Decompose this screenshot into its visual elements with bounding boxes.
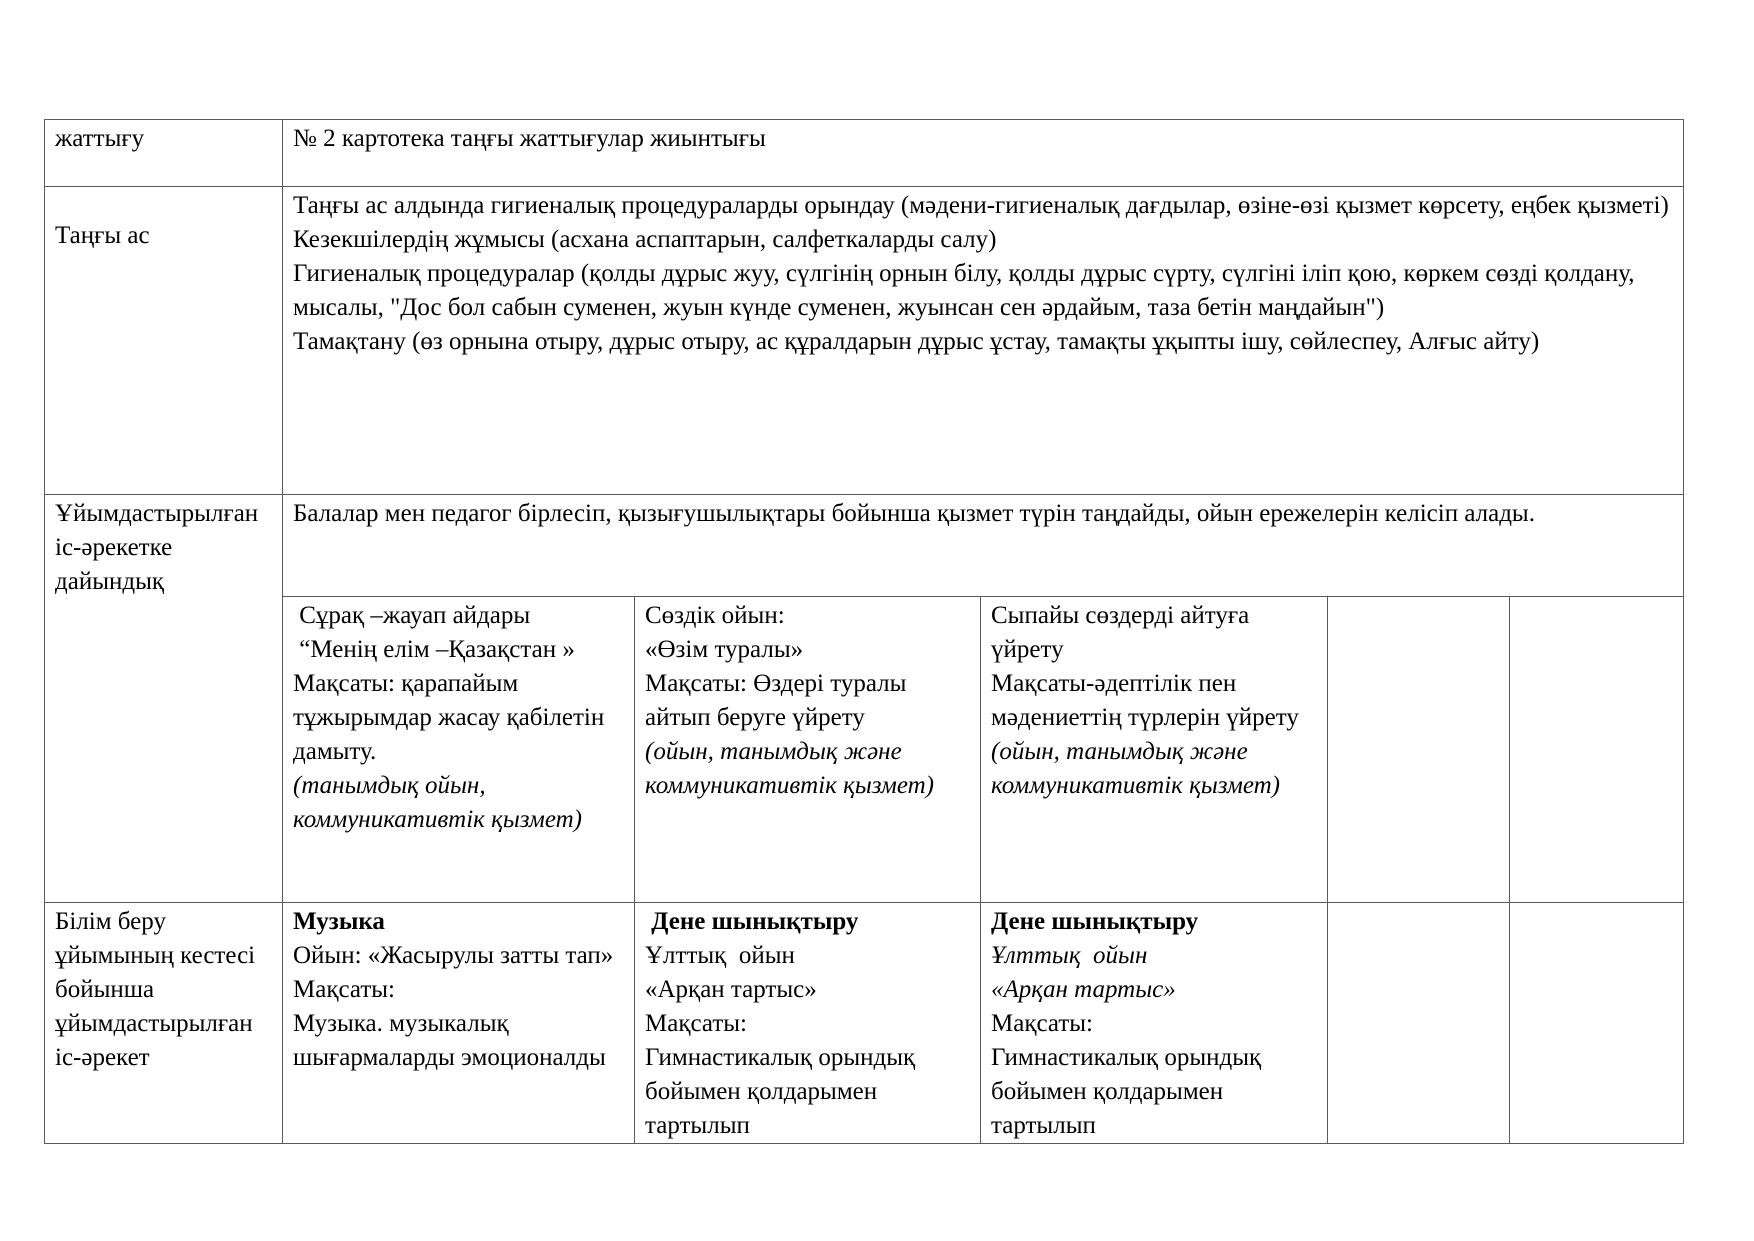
row-preparation-activities — [45, 597, 1684, 903]
schedule-label-cell — [45, 903, 283, 1144]
activity-title: Дене шынықтыру — [991, 908, 1199, 935]
activity-line: «Арқан тартыс» — [991, 976, 1176, 1003]
breakfast-label-cell — [45, 187, 283, 495]
daily-plan-table — [44, 119, 1684, 1144]
row-schedule — [45, 903, 1684, 1144]
schedule-activity-cell — [981, 903, 1328, 1144]
activity-type: (ойын, танымдық және коммуникативтік қызмет) — [645, 738, 934, 799]
activity-line: Ұлттық ойын — [645, 942, 795, 969]
activity-line: Музыка. музыкалық шығармаларды эмоционалды — [293, 1010, 606, 1071]
breakfast-line: Гигиеналық процедуралар (қолды дұрыс жуу, сүлгінің орнын білу, қолды дұрыс сүрту, сүлгіні іліп қою, көркем сөзді қолдану, мысалы, "Дос бол сабын суменен, жуын күнде суменен, жуынсан сен әрдайым, таза бетін маңдайын") — [293, 260, 1641, 321]
breakfast-line: Кезекшілердің жұмысы (асхана аспаптарын, салфеткаларды салу) — [293, 226, 997, 253]
activity-line: Мақсаты-әдептілік пен мәдениеттің түрлерін үйрету — [991, 670, 1299, 731]
row-preparation — [45, 495, 1684, 597]
activity-line: Мақсаты: — [991, 1010, 1093, 1037]
activity-line: Мақсаты: — [645, 1010, 747, 1037]
preparation-label: Ұйымдастырылған іс-әрекетке дайындық — [55, 500, 259, 595]
activity-line: «Өзім туралы» — [645, 636, 804, 663]
preparation-activity-cell — [283, 597, 635, 903]
schedule-label: Білім беру ұйымының кестесі бойынша ұйымдастырылған іс-әрекет — [55, 908, 256, 1071]
exercise-label: жаттығу — [55, 125, 145, 152]
breakfast-line: Тамақтану (өз орнына отыру, дұрыс отыру, ас құралдарын дұрыс ұстау, тамақты ұқыпты ішу, сөйлеспеу, Алғыс айту) — [293, 328, 1540, 355]
exercise-label-cell — [45, 120, 283, 187]
preparation-intro-cell — [283, 495, 1684, 597]
activity-line: Мақсаты: — [293, 976, 395, 1003]
activity-line: “Менің елім –Қазақстан » — [293, 636, 575, 663]
activity-line: Мақсаты: Өздері туралы айтып беруге үйрету — [645, 670, 913, 731]
empty-cell — [1510, 597, 1684, 903]
preparation-activity-cell — [981, 597, 1328, 903]
preparation-activity-cell — [635, 597, 981, 903]
activity-type: (танымдық ойын, коммуникативтік қызмет) — [293, 772, 582, 833]
exercise-text: № 2 картотека таңғы жаттығулар жиынтығы — [293, 125, 766, 152]
empty-cell — [1328, 903, 1510, 1144]
preparation-label-cell — [45, 495, 283, 903]
activity-line: Мақсаты: қарапайым тұжырымдар жасау қабілетін дамыту. — [293, 670, 611, 765]
activity-line: Ойын: «Жасырулы затты тап» — [293, 942, 614, 969]
row-exercise — [45, 120, 1684, 187]
empty-cell — [1510, 903, 1684, 1144]
breakfast-content-cell — [283, 187, 1684, 495]
activity-title: Музыка — [293, 908, 385, 935]
preparation-intro: Балалар мен педагог бірлесіп, қызығушылықтары бойынша қызмет түрін таңдайды, ойын ережелерін келісіп алады. — [293, 500, 1535, 527]
activity-title: Дене шынықтыру — [645, 908, 859, 935]
breakfast-line: Таңғы ас алдында гигиеналық процедураларды орындау (мәдени-гигиеналық дағдылар, өзіне-өзі қызмет көрсету, еңбек қызметі) — [293, 192, 1669, 219]
activity-line: «Арқан тартыс» — [645, 976, 817, 1003]
activity-line: Сұрақ –жауап айдары — [293, 602, 531, 629]
activity-type: (ойын, танымдық және коммуникативтік қызмет) — [991, 738, 1280, 799]
row-breakfast — [45, 187, 1684, 495]
schedule-activity-cell — [635, 903, 981, 1144]
activity-line: Ұлттық ойын — [991, 942, 1148, 969]
exercise-content-cell — [283, 120, 1684, 187]
empty-cell — [1328, 597, 1510, 903]
activity-line: Сөздік ойын: — [645, 602, 785, 629]
breakfast-label: Таңғы ас — [55, 222, 150, 249]
activity-line: Гимнастикалық орындық бойымен қолдарымен тартылып — [991, 1044, 1268, 1139]
schedule-activity-cell — [283, 903, 635, 1144]
activity-line: Гимнастикалық орындық бойымен қолдарымен тартылып — [645, 1044, 922, 1139]
activity-line: Сыпайы сөздерді айтуға үйрету — [991, 602, 1256, 663]
